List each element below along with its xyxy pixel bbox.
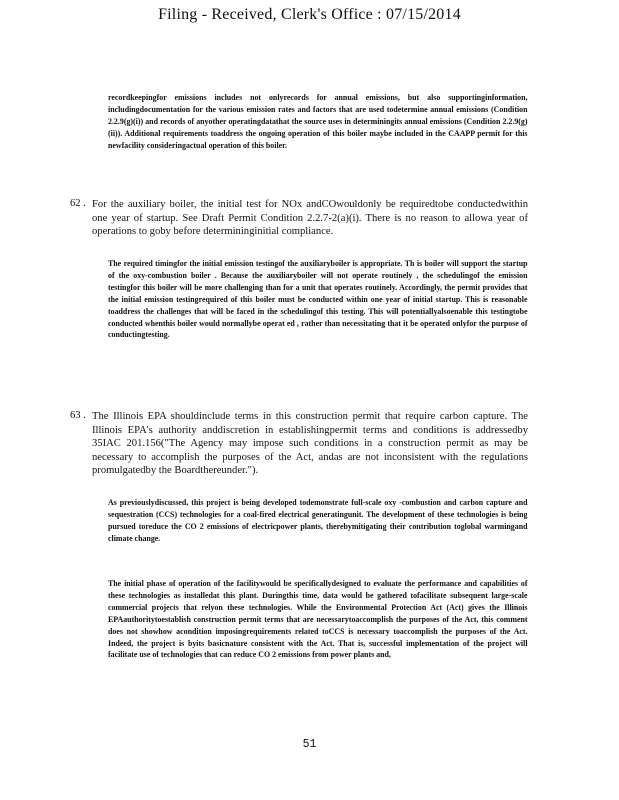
comment-paragraph: The Illinois EPA shouldinclude terms in this construction permit that require carbon capture. The Illinois EPA's authority anddiscretion in establishingpermit terms and conditions is addressedby 35IAC 201.156("The Agency may impose such conditions in a construction permit as may be necessary to accomplish the purposes of the Act, andas are not inconsistent with the regulations promulgatedby the Boardthereunder."). <box>92 411 528 477</box>
filing-stamp-header: Filing - Received, Clerk's Office : 07/15/2014 <box>158 6 461 23</box>
comment-63-number: 63 . <box>70 410 86 421</box>
response-63-part-2 <box>108 578 528 661</box>
comment-62 <box>92 198 528 239</box>
response-63-part-1 <box>108 497 528 545</box>
comment-63 <box>92 410 528 478</box>
response-62 <box>108 258 528 341</box>
page-number: 51 <box>302 738 317 751</box>
response-61-continued <box>108 92 528 152</box>
comment-paragraph: For the auxiliary boiler, the initial test for NOx andCOwouldonly be requiredtobe conductedwithin one year of startup. See Draft Permit Condition 2.2.7-2(a)(i). There is no reason to allowa year of operations to goby before determininginitial compliance. <box>92 199 528 238</box>
response-paragraph: The initial phase of operation of the facilitywould be specificallydesigned to evaluate the performance and capabilities of these technologies as installedat this plant. Duringthis time, data would be gathered tofacilitate subsequent large-scale commercial projects that relyon these technologies. While the Environmental Protection Act (Act) gives the Illinois EPAauthoritytoestablish construction permit terms that are necessarytoaccomplish the purposes of the Act, this comment does not showhow acondition imposingrequirements related toCCS is necessary toaccomplish the purposes of the Act. Indeed, the project is byits basicnature consistent with the Act. That is, successful implementation of the project will facilitate use of technologies that can reduce CO 2 emissions from power plants and, <box>108 578 528 660</box>
response-paragraph: recordkeepingfor emissions includes not onlyrecords for annual emissions, but also supportinginformation, includingdocumentation for the various emission rates and factors that are used todetermine annual emissions (Condition 2.2.9(g)(i)) and records of anyother operatingdatathat the source uses in determiningits annual emissions (Condition 2.2.9(g)(ii)). Additional requirements toaddress the ongoing operation of this boiler maybe included in the CAAPP permit for this newfacility consideringactual operation of this boiler. <box>108 92 528 150</box>
response-paragraph: The required timingfor the initial emission testingof the auxiliaryboiler is appropriate. Th is boiler will support the startup of the oxy-combustion boiler . Because the auxiliaryboiler will not operate routinely , the schedulingof the emission testingfor this boiler will be more challenging than for a unit that operates routinely. Accordingly, the permit provides that the initial emission testingrequired of this boiler must be conducted within one year of initial startup. This is reasonable toaddress the challenges that will be faced in the schedulingof this testing. This will potentiallyalsoenable this testingtobe conducted whenthis boiler would normallybe operat ed , rather than necessitating that it be operated onlyfor the purpose of conductingtesting. <box>108 258 528 340</box>
response-paragraph: As previouslydiscussed, this project is being developed todemonstrate full-scale oxy -combustion and carbon capture and sequestration (CCS) technologies for a coal-fired electrical generatingunit. The development of these technologies is being pursued toreduce the CO 2 emissions of electricpower plants, therebymitigating their contribution toglobal warmingand climate change. <box>108 497 528 543</box>
comment-62-number: 62 . <box>70 198 86 209</box>
